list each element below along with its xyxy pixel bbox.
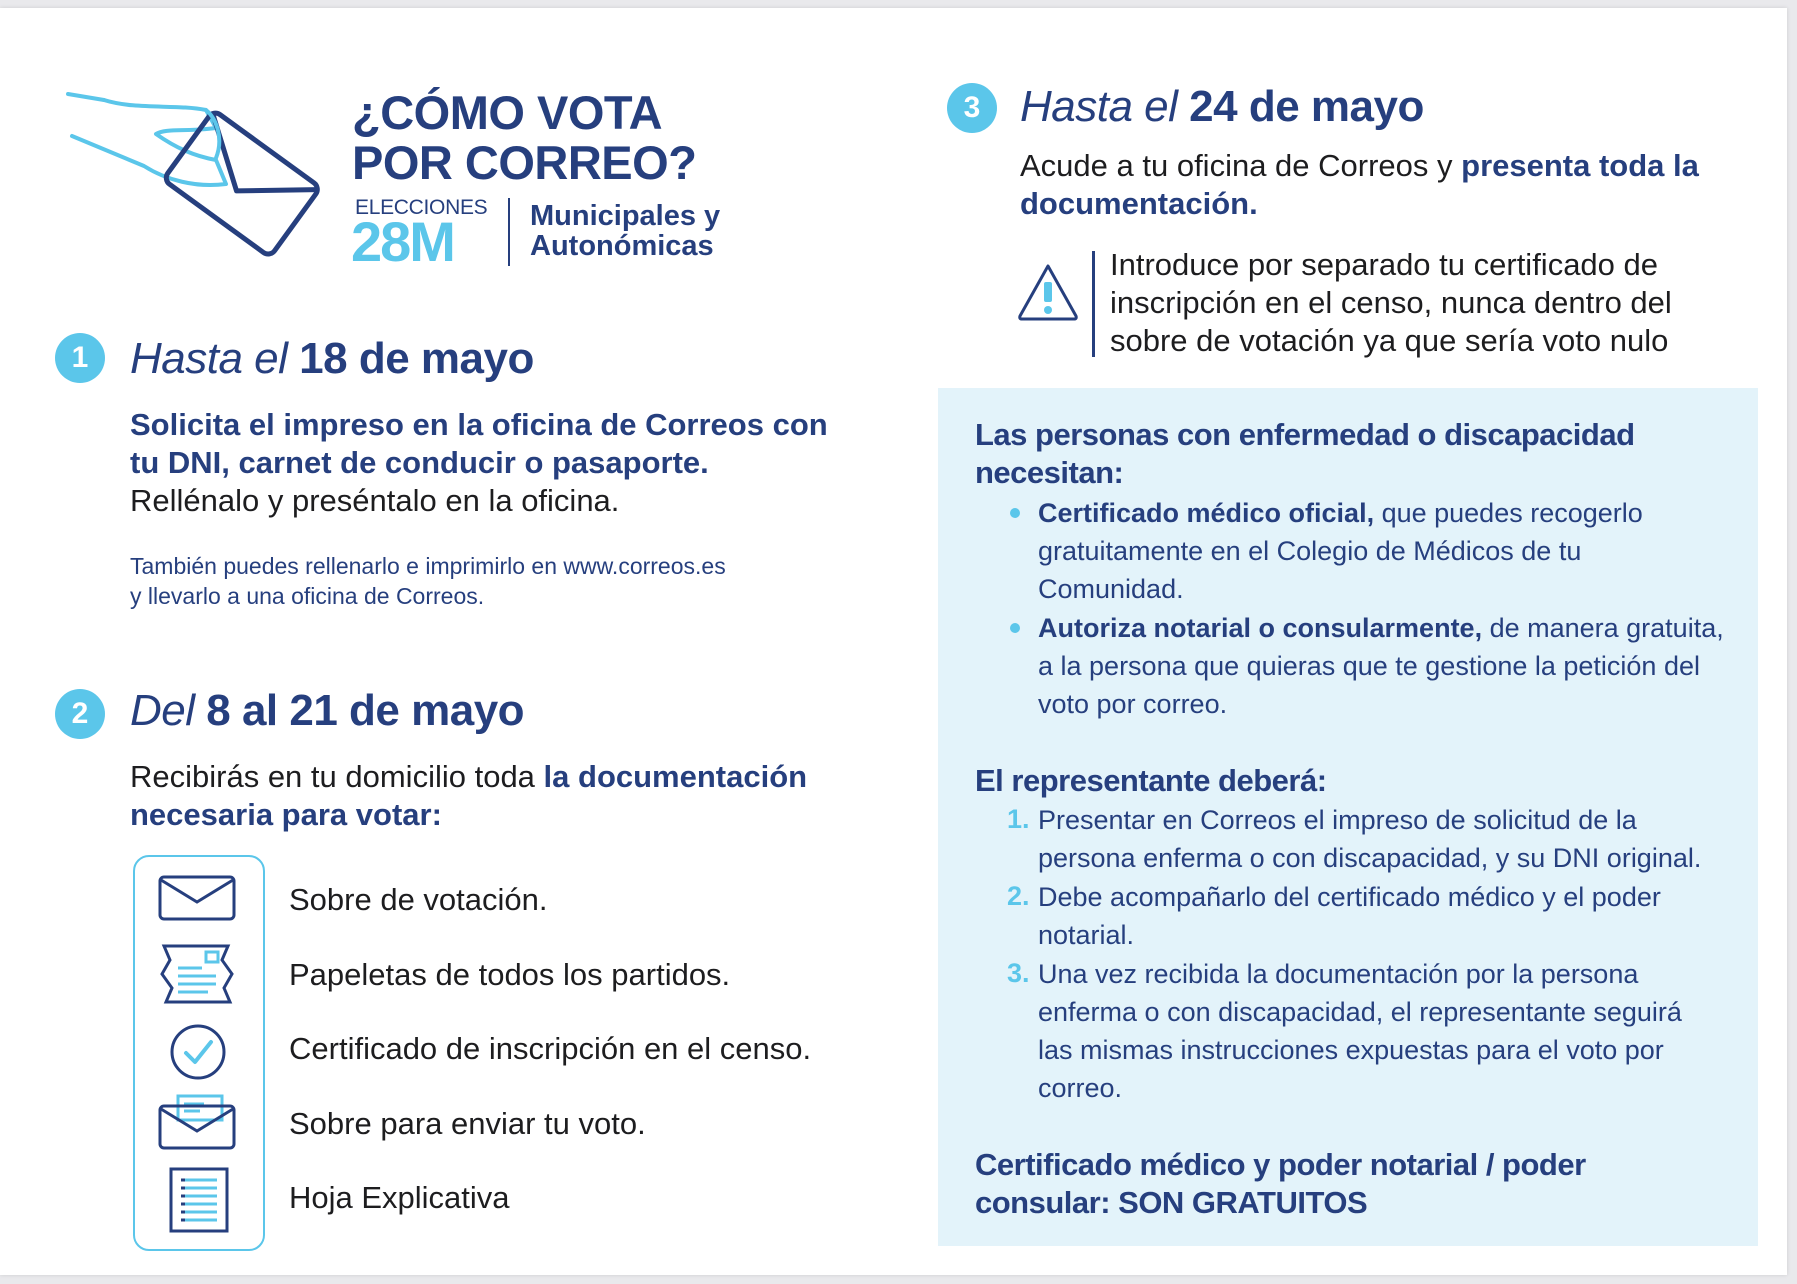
step-1-heading-date: 18 de mayo bbox=[299, 334, 534, 383]
step-1-badge: 1 bbox=[55, 333, 105, 383]
bullet-2-bold: Autoriza notarial o consularmente, bbox=[1038, 613, 1483, 643]
warning-line-2: inscripción en el censo, nunca dentro del bbox=[1110, 285, 1672, 320]
step-2-text: Recibirás en tu domicilio toda bbox=[130, 759, 544, 794]
header-divider bbox=[508, 198, 510, 266]
bullet-2-line-3: voto por correo. bbox=[1038, 689, 1228, 719]
step-1-heading-italic: Hasta el bbox=[130, 334, 288, 383]
panel-bullet-2 bbox=[1038, 609, 1768, 723]
step-2-bold-2: necesaria para votar: bbox=[130, 797, 442, 832]
step-3-text: Acude a tu oficina de Correos y bbox=[1020, 148, 1462, 183]
bullet-1-line-1: que puedes recogerlo bbox=[1374, 498, 1643, 528]
document-item-2: Papeletas de todos los partidos. bbox=[289, 957, 731, 992]
warning-line-1: Introduce por separado tu certificado de bbox=[1110, 247, 1659, 282]
step-3-badge: 3 bbox=[947, 83, 997, 133]
step-3-heading-date: 24 de mayo bbox=[1189, 82, 1424, 131]
panel-heading bbox=[975, 416, 1635, 492]
warning-line-3: sobre de votación ya que sería voto nulo bbox=[1110, 323, 1669, 358]
bullet-dot bbox=[1010, 508, 1020, 518]
step-2-body bbox=[130, 758, 890, 834]
step-2-heading bbox=[130, 686, 524, 736]
elections-code: 28M bbox=[351, 210, 454, 273]
panel-heading-line-1: Las personas con enfermedad o discapacidad bbox=[975, 417, 1635, 452]
step-2-badge: 2 bbox=[55, 689, 105, 739]
step-1-bold-line-1: Solicita el impreso en la oficina de Correos con bbox=[130, 407, 828, 442]
scope-line-1: Municipales y bbox=[530, 200, 721, 232]
panel-footer bbox=[975, 1146, 1586, 1222]
step-3-body bbox=[1020, 147, 1780, 223]
rep-step-3-number: 3. bbox=[1007, 958, 1030, 988]
mail-envelope-icon bbox=[158, 1092, 238, 1152]
check-circle-icon bbox=[168, 1022, 228, 1082]
step-2-heading-date: 8 al 21 de mayo bbox=[206, 686, 525, 735]
document-item-3: Certificado de inscripción en el censo. bbox=[289, 1031, 812, 1066]
warning-divider bbox=[1092, 251, 1095, 357]
rep-step-3-line-3: las mismas instrucciones expuestas para el voto por bbox=[1038, 1035, 1664, 1065]
panel-footer-line-2: consular: SON GRATUITOS bbox=[975, 1185, 1368, 1220]
panel-heading-line-2: necesitan: bbox=[975, 455, 1124, 490]
step-1-body bbox=[130, 406, 890, 520]
bullet-2-line-2: a la persona que quieras que te gestione la petición del bbox=[1038, 651, 1700, 681]
envelope-icon bbox=[158, 874, 238, 924]
step-1-bold-line-2: tu DNI, carnet de conducir o pasaporte. bbox=[130, 445, 709, 480]
hand-envelope-illustration bbox=[66, 88, 326, 268]
rep-step-3-line-2: enferma o con discapacidad, el representante seguirá bbox=[1038, 997, 1682, 1027]
rep-step-1-line-1: Presentar en Correos el impreso de solicitud de la bbox=[1038, 805, 1637, 835]
rep-step-1-line-2: persona enferma o con discapacidad, y su DNI original. bbox=[1038, 843, 1702, 873]
rep-step-3-line-1: Una vez recibida la documentación por la persona bbox=[1038, 959, 1639, 989]
rep-step-2-number: 2. bbox=[1007, 881, 1030, 911]
document-item-4: Sobre para enviar tu voto. bbox=[289, 1106, 646, 1141]
step-1-heading bbox=[130, 334, 534, 384]
rep-step-2 bbox=[1038, 878, 1768, 954]
rep-step-1 bbox=[1038, 801, 1768, 877]
step-3-heading bbox=[1020, 82, 1424, 132]
bullet-2-line-1: de manera gratuita, bbox=[1482, 613, 1724, 643]
panel-bullet-1 bbox=[1038, 494, 1748, 608]
document-item-1: Sobre de votación. bbox=[289, 882, 548, 917]
title-line-1: ¿CÓMO VOTA bbox=[352, 86, 663, 139]
ballot-papers-icon bbox=[158, 942, 238, 1006]
step-2-bold-1: la documentación bbox=[543, 759, 808, 794]
step-1-note-line-1: También puedes rellenarlo e imprimirlo en www.correos.es bbox=[130, 553, 726, 579]
step-3-bold-2: documentación. bbox=[1020, 186, 1258, 221]
rep-step-2-line-2: notarial. bbox=[1038, 920, 1135, 950]
step-2-heading-italic: Del bbox=[130, 686, 195, 735]
panel-footer-line-1: Certificado médico y poder notarial / poder bbox=[975, 1147, 1586, 1182]
rep-step-1-number: 1. bbox=[1007, 804, 1030, 834]
step-3-heading-italic: Hasta el bbox=[1020, 82, 1178, 131]
document-item-5: Hoja Explicativa bbox=[289, 1180, 510, 1215]
step-1-text-line-3: Rellénalo y preséntalo en la oficina. bbox=[130, 483, 620, 518]
bullet-dot bbox=[1010, 623, 1020, 633]
step-3-bold-1: presenta toda la bbox=[1461, 148, 1699, 183]
rep-step-3 bbox=[1038, 955, 1768, 1107]
rep-step-2-line-1: Debe acompañarlo del certificado médico y el poder bbox=[1038, 882, 1661, 912]
bullet-1-line-3: Comunidad. bbox=[1038, 574, 1184, 604]
scope-line-2: Autonómicas bbox=[530, 230, 714, 262]
rep-step-3-line-4: correo. bbox=[1038, 1073, 1123, 1103]
flyer-card bbox=[0, 8, 1787, 1275]
warning-icon bbox=[1016, 262, 1080, 322]
page-title bbox=[352, 88, 696, 188]
elections-label: ELECCIONES bbox=[355, 196, 488, 219]
bullet-1-bold: Certificado médico oficial, bbox=[1038, 498, 1375, 528]
warning-text bbox=[1110, 246, 1672, 360]
step-1-note-line-2: y llevarlo a una oficina de Correos. bbox=[130, 583, 485, 609]
title-line-2: POR CORREO? bbox=[352, 136, 697, 189]
representative-heading: El representante deberá: bbox=[975, 763, 1327, 798]
step-1-note bbox=[130, 551, 726, 611]
document-icon bbox=[168, 1166, 230, 1234]
bullet-1-line-2: gratuitamente en el Colegio de Médicos de tu bbox=[1038, 536, 1582, 566]
elections-scope bbox=[530, 201, 720, 261]
